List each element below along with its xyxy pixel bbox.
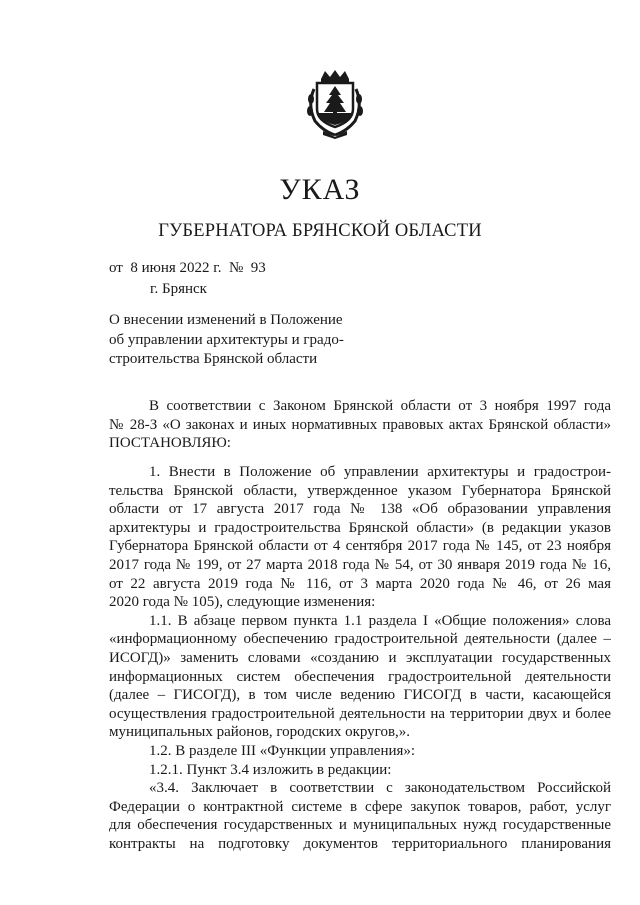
text-line: 1.2. В разделе III «Функции управления»:	[149, 742, 416, 759]
text-line: ПОСТАНОВЛЯЮ:	[109, 435, 231, 452]
document-subject	[109, 311, 369, 370]
subject-line: об управлении архитектуры и градо-	[109, 331, 344, 348]
text-line: муниципальных районов, городских округов,».	[109, 724, 411, 741]
text-line: (далее – ГИСОГД), в том числе ведению ГИСОГД в части, касающейся	[109, 687, 611, 704]
preamble	[109, 397, 611, 453]
text-line: Губернатора Брянской области от 4 сентября 2017 года № 145, от 23 ноября	[109, 538, 611, 555]
text-line: информационных систем обеспечения градостроительной деятельности	[109, 668, 611, 685]
document-date-number: от 8 июня 2022 г. № 93	[109, 260, 266, 276]
text-line: осуществления градостроительной деятельности на территории двух и более	[109, 705, 611, 722]
paragraph-1-2	[109, 742, 611, 761]
paragraph-3-4	[109, 779, 611, 853]
text-line: 2020 года № 105), следующие изменения:	[109, 594, 376, 611]
text-line: тельства Брянской области, утвержденное указом Губернатора Брянской	[109, 482, 611, 499]
text-line: «информационному обеспечению градостроительной деятельности (далее –	[109, 631, 611, 648]
paragraph-1-2-1	[109, 761, 611, 780]
subject-line: строительства Брянской области	[109, 351, 318, 367]
paragraph-1-1	[109, 612, 611, 742]
text-line: 2017 года № 199, от 27 марта 2018 года № 54, от 30 января 2019 года № 16,	[109, 556, 611, 573]
text-line: № 28-З «О законах и иных нормативных правовых актах Брянской области»	[109, 416, 611, 433]
document-city: г. Брянск	[150, 281, 207, 297]
bryansk-coat-of-arms-icon	[301, 69, 369, 139]
text-line: 1.1. В абзаце первом пункта 1.1 раздела I «Общие положения» слова	[149, 612, 611, 629]
paragraph-1	[109, 463, 611, 612]
text-line: от 22 августа 2019 года № 116, от 3 марта 2020 года № 46, от 26 мая	[109, 575, 611, 592]
text-line: 1.2.1. Пункт 3.4 изложить в редакции:	[149, 761, 392, 778]
document-body	[109, 463, 611, 853]
text-line: для обеспечения государственных и муниципальных нужд государственные	[109, 817, 611, 834]
text-line: Федерации о контрактной системе в сфере закупок товаров, работ, услуг	[109, 798, 611, 815]
document-title: УКАЗ	[279, 173, 361, 206]
text-line: области от 17 августа 2017 года № 138 «Об образовании управления	[109, 501, 611, 518]
text-line: «3.4. Заключает в соответствии с законодательством Российской	[149, 780, 611, 797]
text-line: В соответствии с Законом Брянской области от 3 ноября 1997 года	[149, 398, 611, 414]
document-subtitle: ГУБЕРНАТОРА БРЯНСКОЙ ОБЛАСТИ	[158, 221, 482, 241]
text-line: ИСОГД)» заменить словами «созданию и эксплуатации государственных	[109, 649, 611, 666]
text-line: архитектуры и градостроительства Брянской области» (в редакции указов	[109, 519, 611, 536]
text-line: контракты на подготовку документов территориального планирования	[109, 835, 611, 852]
text-line: 1. Внести в Положение об управлении архитектуры и градострои-	[149, 464, 611, 480]
subject-line: О внесении изменений в Положение	[109, 312, 343, 328]
